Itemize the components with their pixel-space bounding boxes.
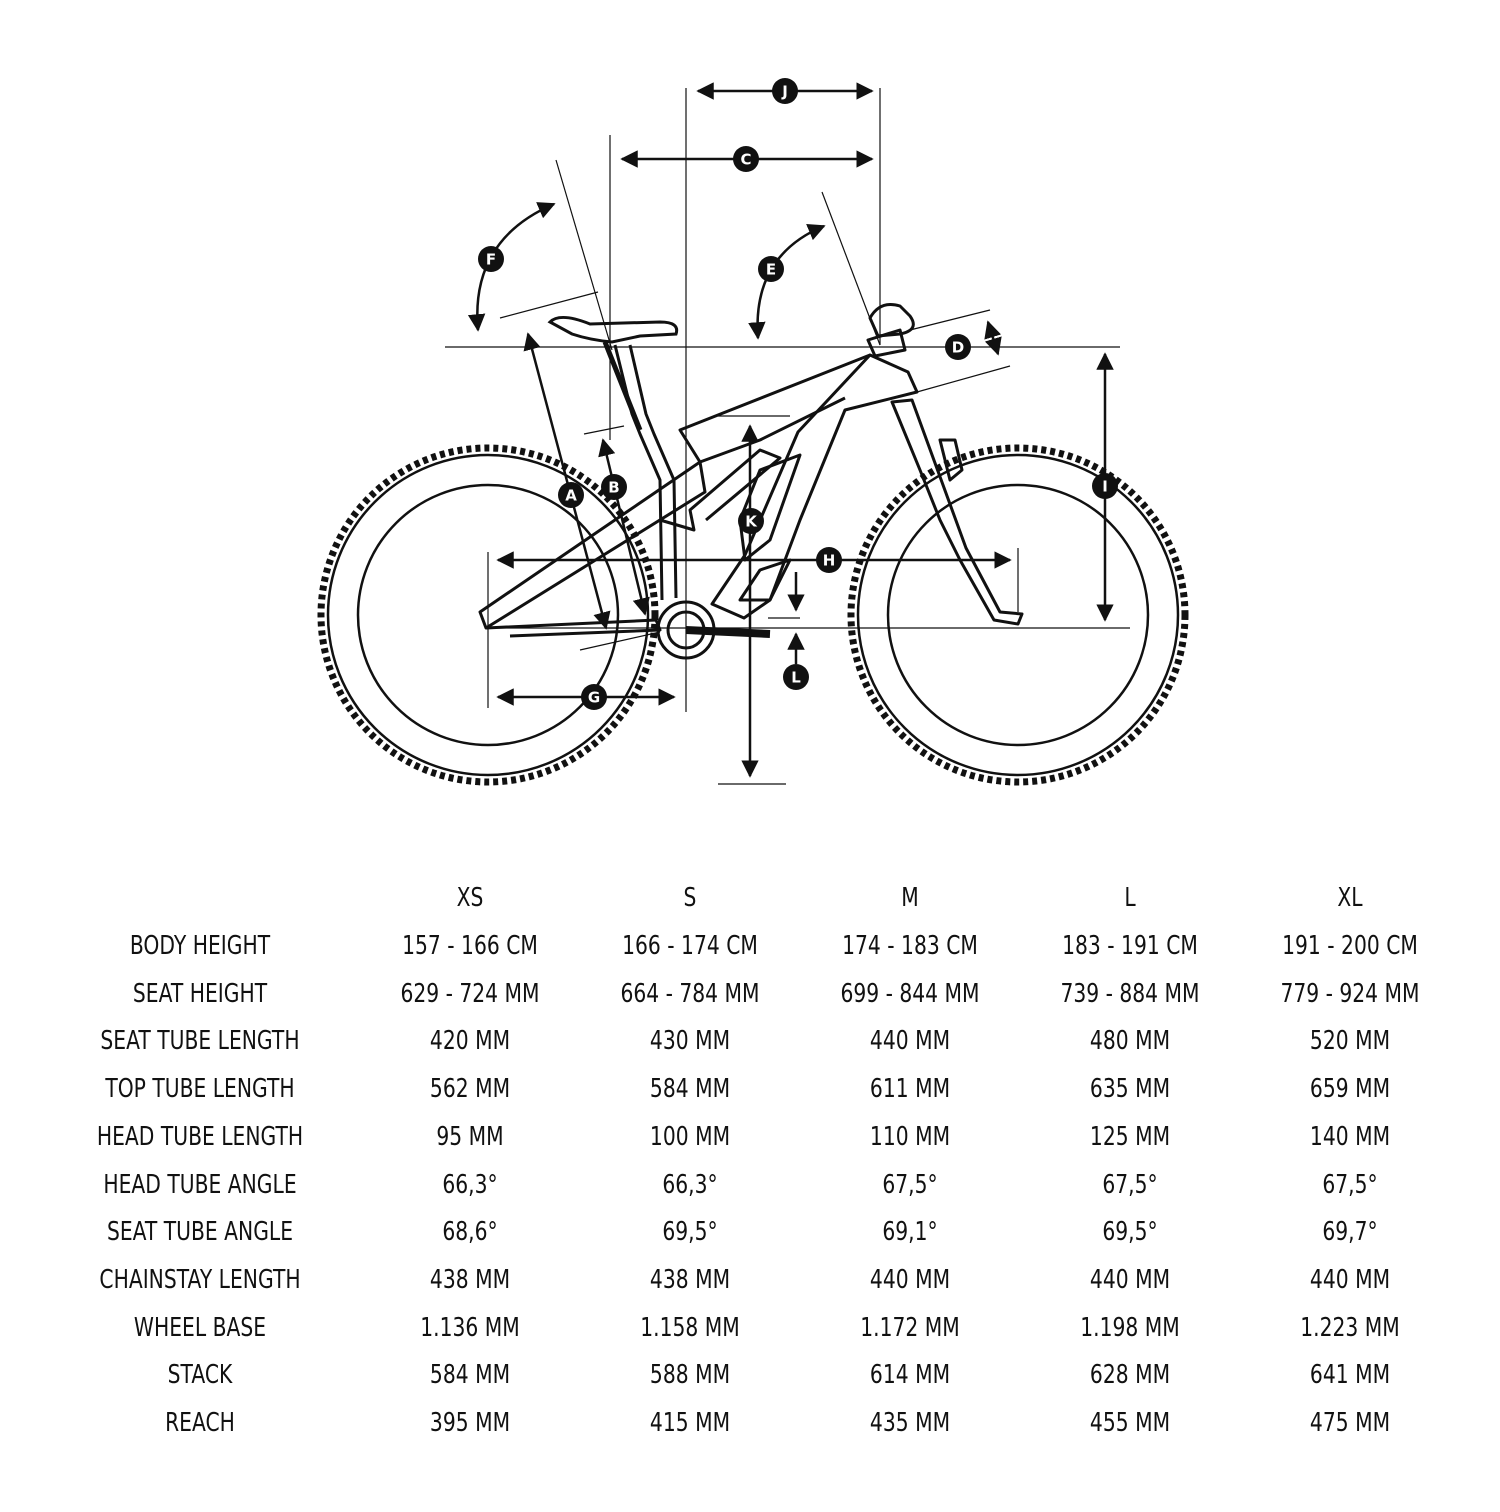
table-cell: 562 MM: [429, 1074, 511, 1105]
row-label: SEAT TUBE ANGLE: [106, 1217, 294, 1248]
seat-tube-perp: [500, 292, 598, 318]
table-row: [0, 1017, 1500, 1065]
table-cell: 67,5°: [1102, 1169, 1158, 1200]
table-cell: 440 MM: [869, 1264, 951, 1295]
table-row: [0, 970, 1500, 1018]
table-cell: 166 - 174 CM: [622, 931, 758, 961]
marker-g: [581, 684, 607, 710]
table-cell: 140 MM: [1309, 1121, 1391, 1152]
table-cell: 438 MM: [649, 1264, 731, 1295]
table-row: [0, 1161, 1500, 1209]
table-cell: 659 MM: [1309, 1074, 1391, 1105]
marker-a: [558, 482, 584, 508]
marker-d: [945, 334, 971, 360]
marker-j: [772, 78, 798, 104]
table-cell: 584 MM: [649, 1074, 731, 1105]
table-cell: 67,5°: [882, 1169, 938, 1200]
marker-c-label: C: [740, 150, 752, 169]
head-tube-perp-bottom: [917, 366, 1010, 392]
table-cell: 395 MM: [429, 1408, 511, 1438]
marker-j-label: J: [782, 82, 788, 101]
saddle: [550, 317, 677, 430]
table-cell: 435 MM: [869, 1408, 951, 1438]
marker-a-label: A: [565, 486, 577, 505]
table-row: [0, 1351, 1500, 1399]
marker-i-label: I: [1102, 477, 1108, 496]
table-cell: 438 MM: [429, 1264, 511, 1295]
table-cell: 415 MM: [649, 1408, 731, 1438]
table-cell: 1.158 MM: [640, 1312, 740, 1343]
table-cell: 520 MM: [1309, 1026, 1391, 1057]
table-cell: 440 MM: [869, 1026, 951, 1057]
table-cell: 584 MM: [429, 1360, 511, 1391]
table-cell: 69,7°: [1322, 1217, 1378, 1248]
table-cell: 440 MM: [1309, 1264, 1391, 1295]
marker-f-label: F: [485, 250, 497, 269]
table-cell: 629 - 724 MM: [400, 978, 540, 1009]
table-row: [0, 1256, 1500, 1304]
row-label: BODY HEIGHT: [129, 931, 271, 961]
marker-l-label: L: [791, 668, 801, 687]
marker-k-label: K: [745, 512, 757, 531]
table-cell: 100 MM: [649, 1121, 731, 1152]
seat-tick: [584, 426, 624, 434]
table-cell: 95 MM: [436, 1121, 504, 1152]
row-label: CHAINSTAY LENGTH: [99, 1264, 301, 1295]
table-row: [0, 1113, 1500, 1161]
table-cell: 475 MM: [1309, 1408, 1391, 1438]
table-cell: 440 MM: [1089, 1264, 1171, 1295]
marker-l: [783, 664, 809, 690]
marker-i: [1092, 473, 1118, 499]
table-cell: 635 MM: [1089, 1074, 1171, 1105]
marker-b: [601, 474, 627, 500]
table-cell: 480 MM: [1089, 1026, 1171, 1057]
row-label: HEAD TUBE LENGTH: [96, 1121, 304, 1152]
size-header-xl: XL: [1337, 883, 1363, 913]
bike-frame: [480, 345, 917, 636]
fork-legs: [892, 400, 1022, 624]
marker-d-label: D: [951, 338, 965, 357]
marker-h: [816, 547, 842, 573]
table-cell: 641 MM: [1309, 1360, 1391, 1391]
table-cell: 1.223 MM: [1300, 1312, 1400, 1343]
table-cell: 69,1°: [882, 1217, 938, 1248]
table-cell: 611 MM: [869, 1074, 951, 1105]
table-header-row: [0, 874, 1500, 922]
table-cell: 664 - 784 MM: [620, 978, 760, 1009]
table-cell: 1.136 MM: [420, 1312, 520, 1343]
arrow-b: [603, 440, 645, 614]
table-cell: 1.198 MM: [1080, 1312, 1180, 1343]
table-cell: 614 MM: [869, 1360, 951, 1391]
table-cell: 430 MM: [649, 1026, 731, 1057]
arrow-d: [988, 322, 998, 354]
table-cell: 420 MM: [429, 1026, 511, 1057]
table-cell: 455 MM: [1089, 1408, 1171, 1438]
marker-h-label: H: [822, 551, 836, 570]
table-cell: 191 - 200 CM: [1282, 931, 1418, 961]
arrow-a: [528, 334, 606, 628]
top-tube: [680, 355, 870, 462]
size-header-xs: XS: [456, 883, 484, 913]
table-cell: 628 MM: [1089, 1360, 1171, 1391]
bb-angle-line: [580, 632, 660, 650]
row-label: SEAT TUBE LENGTH: [100, 1026, 300, 1057]
down-tube: [712, 355, 917, 618]
row-label: TOP TUBE LENGTH: [105, 1074, 295, 1105]
row-label: REACH: [165, 1408, 235, 1438]
crank-arm: [686, 630, 770, 634]
table-cell: 157 - 166 CM: [402, 931, 538, 961]
table-cell: 739 - 884 MM: [1060, 978, 1200, 1009]
marker-e-label: E: [765, 260, 777, 279]
marker-b-label: B: [608, 478, 620, 497]
marker-g-label: G: [587, 688, 601, 707]
table-cell: 66,3°: [662, 1169, 718, 1200]
table-cell: 68,6°: [442, 1217, 498, 1248]
table-cell: 67,5°: [1322, 1169, 1378, 1200]
table-cell: 779 - 924 MM: [1280, 978, 1420, 1009]
table-cell: 1.172 MM: [860, 1312, 960, 1343]
row-label: WHEEL BASE: [133, 1312, 267, 1343]
size-header-s: S: [683, 883, 697, 913]
table-row: [0, 1304, 1500, 1352]
table-row: [0, 1399, 1500, 1447]
head-tube-perp-top: [910, 310, 990, 330]
size-header-l: L: [1124, 883, 1136, 913]
table-cell: 183 - 191 CM: [1062, 931, 1198, 961]
row-label: STACK: [167, 1360, 233, 1391]
marker-c: [733, 146, 759, 172]
row-label: HEAD TUBE ANGLE: [103, 1169, 297, 1200]
table-cell: 110 MM: [869, 1121, 951, 1152]
arrow-e: [758, 226, 824, 338]
table-cell: 588 MM: [649, 1360, 731, 1391]
front-fork: [868, 305, 1022, 625]
table-cell: 69,5°: [1102, 1217, 1158, 1248]
table-cell: 699 - 844 MM: [840, 978, 980, 1009]
row-label: SEAT HEIGHT: [132, 978, 268, 1009]
table-row: [0, 1065, 1500, 1113]
size-header-m: M: [901, 883, 919, 913]
marker-e: [758, 256, 784, 282]
marker-k: [738, 508, 764, 534]
table-cell: 125 MM: [1089, 1121, 1171, 1152]
table-cell: 174 - 183 CM: [842, 931, 978, 961]
table-row: [0, 1208, 1500, 1256]
head-angle-line: [822, 192, 880, 345]
table-cell: 66,3°: [442, 1169, 498, 1200]
saddle-shape: [550, 317, 677, 342]
table-cell: 69,5°: [662, 1217, 718, 1248]
table-row: [0, 922, 1500, 970]
marker-f: [478, 246, 504, 272]
